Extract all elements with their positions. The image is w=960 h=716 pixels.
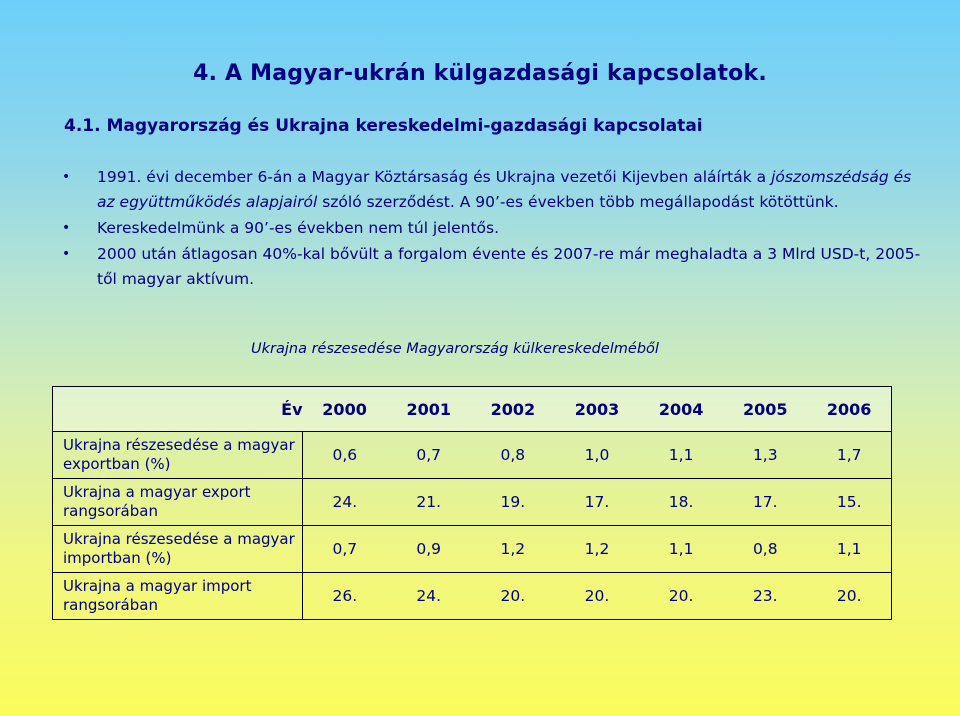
table-cell: 20. (639, 573, 723, 620)
table-cell: 24. (303, 479, 387, 526)
table-cell: 1,2 (555, 526, 639, 573)
bullet-list (62, 165, 922, 293)
table-cell: 21. (387, 479, 471, 526)
bullet-text: Kereskedelmünk a 90’-es években nem túl jelentős. (97, 219, 500, 237)
table-cell: 1,1 (807, 526, 891, 573)
table-cell: 20. (807, 573, 891, 620)
bullet-icon: • (62, 220, 71, 236)
table-cell: 24. (387, 573, 471, 620)
table-cell: 0,6 (303, 432, 387, 479)
table-cell: 0,8 (471, 432, 555, 479)
header-year: 2005 (723, 387, 807, 432)
row-label: Ukrajna részesedése a magyar importban (%) (53, 526, 303, 573)
table-cell: 23. (723, 573, 807, 620)
table-cell: 18. (639, 479, 723, 526)
table-cell: 1,1 (639, 526, 723, 573)
header-year: 2002 (471, 387, 555, 432)
bullet-item (62, 242, 922, 292)
table-cell: 0,9 (387, 526, 471, 573)
table-row (53, 479, 892, 526)
table-cell: 20. (471, 573, 555, 620)
header-year: 2003 (555, 387, 639, 432)
table-cell: 0,8 (723, 526, 807, 573)
table-row (53, 526, 892, 573)
header-year-label: Év (53, 387, 303, 432)
table-row (53, 573, 892, 620)
table-cell: 0,7 (387, 432, 471, 479)
bullet-italic-text: jószomszédság és az együttműködés alapjairól (97, 168, 912, 211)
table-cell: 17. (555, 479, 639, 526)
table-caption: Ukrajna részesedése Magyarország külkereskedelméből (251, 341, 659, 357)
header-year: 2006 (807, 387, 891, 432)
table-cell: 1,7 (807, 432, 891, 479)
table-cell: 0,7 (303, 526, 387, 573)
header-year: 2000 (303, 387, 387, 432)
bullet-item (62, 216, 922, 241)
table-cell: 26. (303, 573, 387, 620)
table-cell: 15. (807, 479, 891, 526)
trade-table (52, 386, 892, 620)
bullet-text: szóló szerződést. A 90’-es években több megállapodást kötöttünk. (317, 193, 839, 211)
table-cell: 19. (471, 479, 555, 526)
row-label: Ukrajna a magyar export rangsorában (53, 479, 303, 526)
header-year: 2004 (639, 387, 723, 432)
header-year: 2001 (387, 387, 471, 432)
table-cell: 1,2 (471, 526, 555, 573)
bullet-icon: • (62, 169, 71, 185)
bullet-text: 2000 után átlagosan 40%-kal bővült a forgalom évente és 2007-re már meghaladta a 3 Mlrd USD-t, 2005-től magyar aktívum. (97, 245, 921, 288)
table-cell: 1,1 (639, 432, 723, 479)
table-header-row (53, 387, 892, 432)
table-row (53, 432, 892, 479)
table-cell: 20. (555, 573, 639, 620)
row-label: Ukrajna részesedése a magyar exportban (%) (53, 432, 303, 479)
table-cell: 17. (723, 479, 807, 526)
page-title: 4. A Magyar-ukrán külgazdasági kapcsolatok. (193, 61, 767, 86)
bullet-item (62, 165, 922, 215)
bullet-text: 1991. évi december 6-án a Magyar Köztársaság és Ukrajna vezetői Kijevben aláírták a (97, 168, 772, 186)
row-label: Ukrajna a magyar import rangsorában (53, 573, 303, 620)
section-subtitle: 4.1. Magyarország és Ukrajna kereskedelmi-gazdasági kapcsolatai (64, 116, 703, 136)
bullet-icon: • (62, 246, 71, 262)
table-cell: 1,0 (555, 432, 639, 479)
table-cell: 1,3 (723, 432, 807, 479)
